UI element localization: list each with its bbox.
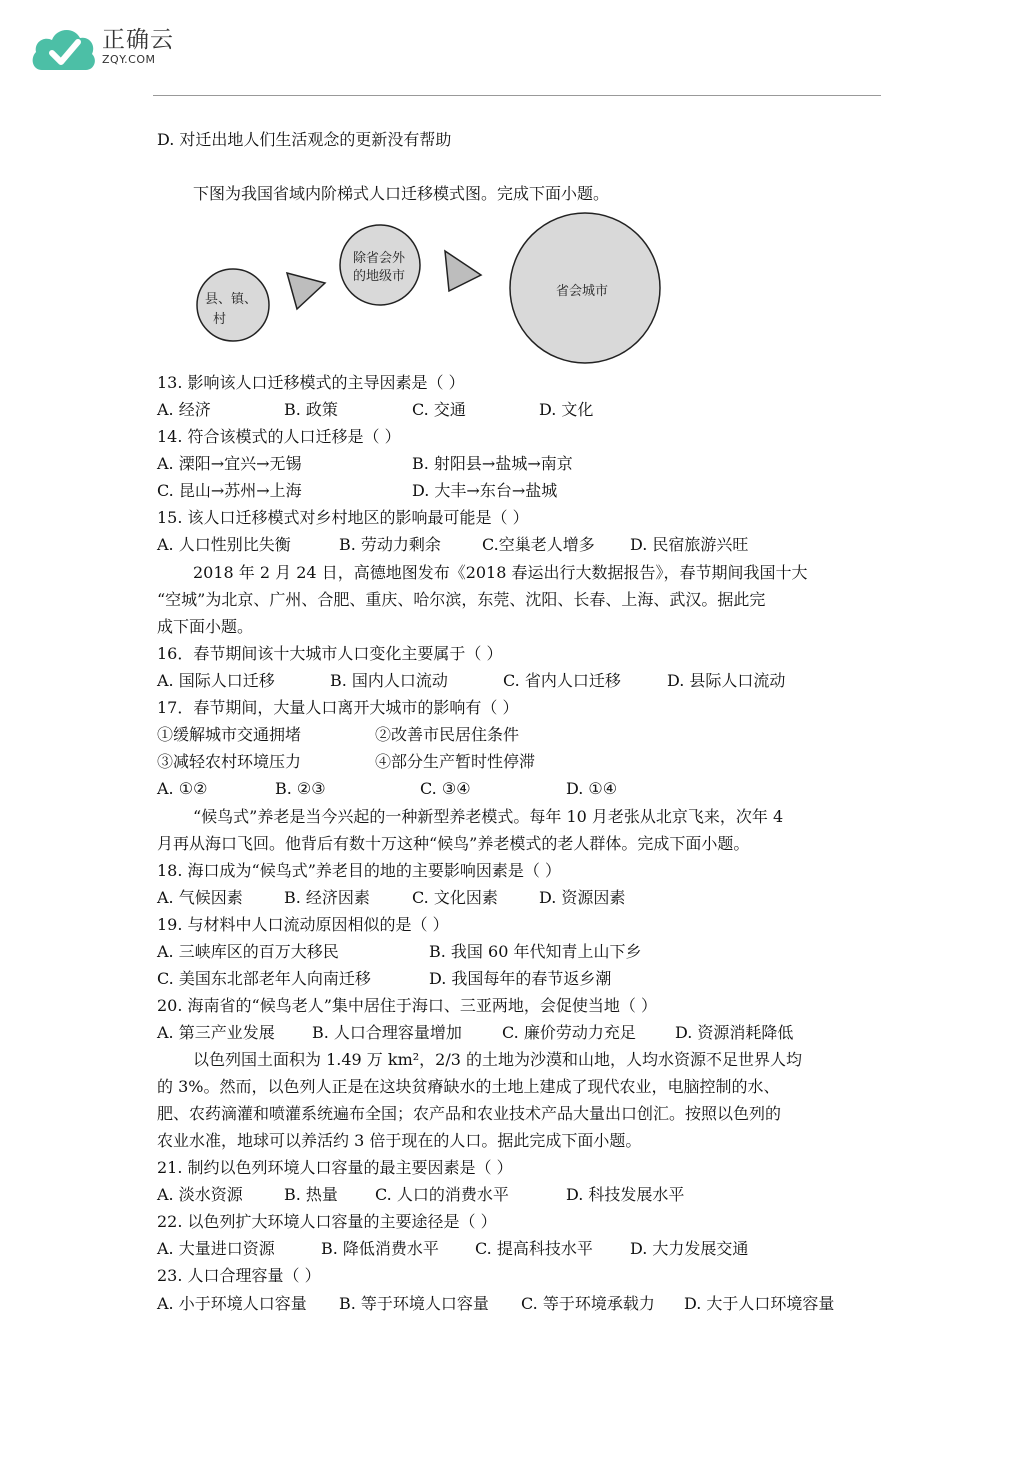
q17-statement-2: ②改善市民居住条件 <box>375 725 520 744</box>
q19-option-a: A. 三峡库区的百万大移民 <box>157 942 339 961</box>
question-22-stem: 22. 以色列扩大环境人口容量的主要途径是（ ） <box>157 1212 497 1231</box>
q15-option-c: C.空巢老人增多 <box>482 535 595 554</box>
q15-option-d: D. 民宿旅游兴旺 <box>630 535 749 554</box>
passage-2-line-2: “空城”为北京、广州、合肥、重庆、哈尔滨，东莞、沈阳、长春、上海、武汉。据此完 <box>157 590 766 609</box>
q13-option-a: A. 经济 <box>157 400 211 419</box>
q16-option-a: A. 国际人口迁移 <box>157 671 275 690</box>
brand-name-en: ZQY.COM <box>102 53 156 66</box>
q21-option-c: C. 人口的消费水平 <box>375 1185 509 1204</box>
q14-option-c: C. 昆山→苏州→上海 <box>157 481 302 500</box>
question-20-stem: 20. 海南省的“候鸟老人”集中居住于海口、三亚两地，会促使当地（ ） <box>157 996 657 1015</box>
question-17-stem: 17．春节期间，大量人口离开大城市的影响有（ ） <box>157 698 519 717</box>
question-15-stem: 15. 该人口迁移模式对乡村地区的影响最可能是（ ） <box>157 508 529 527</box>
q13-option-b: B. 政策 <box>284 400 338 419</box>
question-14-stem: 14. 符合该模式的人口迁移是（ ） <box>157 427 401 446</box>
arrow-triangle-1 <box>287 273 325 309</box>
q17-statement-1: ①缓解城市交通拥堵 <box>157 725 302 744</box>
q21-option-d: D. 科技发展水平 <box>566 1185 685 1204</box>
brand-name <box>102 26 174 66</box>
passage-4-line-3: 肥、农药滴灌和喷灌系统遍布全国；农产品和农业技术产品大量出口创汇。按照以色列的 <box>157 1104 782 1123</box>
q13-option-c: C. 交通 <box>412 400 466 419</box>
migration-diagram <box>195 205 675 370</box>
brand-name-cn: 正确云 <box>102 27 174 53</box>
intro-paragraph-1: 下图为我国省域内阶梯式人口迁移模式图。完成下面小题。 <box>193 184 610 203</box>
q17-statement-4: ④部分生产暂时性停滞 <box>375 752 536 771</box>
q23-option-a: A. 小于环境人口容量 <box>157 1294 307 1313</box>
q14-option-d: D. 大丰→东台→盐城 <box>412 481 558 500</box>
question-19-stem: 19. 与材料中人口流动原因相似的是（ ） <box>157 915 449 934</box>
passage-4-line-1: 以色列国土面积为 1.49 万 km²，2/3 的土地为沙漠和山地，人均水资源不足世界人均 <box>193 1050 803 1069</box>
question-21-stem: 21. 制约以色列环境人口容量的最主要因素是（ ） <box>157 1158 513 1177</box>
question-23-stem: 23. 人口合理容量（ ） <box>157 1266 321 1285</box>
q16-option-d: D. 县际人口流动 <box>667 671 786 690</box>
node1-label-line2: 村 <box>213 312 227 327</box>
q17-option-c: C. ③④ <box>420 779 471 798</box>
q23-option-d: D. 大于人口环境容量 <box>684 1294 835 1313</box>
q18-option-c: C. 文化因素 <box>412 888 498 907</box>
q18-option-b: B. 经济因素 <box>284 888 370 907</box>
q17-option-a: A. ①② <box>157 779 208 798</box>
q22-option-b: B. 降低消费水平 <box>321 1239 439 1258</box>
passage-2-line-1: 2018 年 2 月 24 日，高德地图发布《2018 春运出行大数据报告》，春节期间我国十大 <box>193 563 808 582</box>
q19-option-b: B. 我国 60 年代知青上山下乡 <box>429 942 642 961</box>
q19-option-d: D. 我国每年的春节返乡潮 <box>429 969 612 988</box>
node2-label-line2: 的地级市 <box>353 269 406 284</box>
q15-option-a: A. 人口性别比失衡 <box>157 535 291 554</box>
question-18-stem: 18. 海口成为“候鸟式”养老目的地的主要影响因素是（ ） <box>157 861 561 880</box>
passage-3-line-1: “候鸟式”养老是当今兴起的一种新型养老模式。每年 10 月老张从北京飞来，次年 4 <box>193 807 784 826</box>
question-16-stem: 16．春节期间该十大城市人口变化主要属于（ ） <box>157 644 503 663</box>
q20-option-d: D. 资源消耗降低 <box>675 1023 794 1042</box>
q20-option-c: C. 廉价劳动力充足 <box>502 1023 636 1042</box>
q17-option-d: D. ①④ <box>566 779 618 798</box>
q18-option-a: A. 气候因素 <box>157 888 243 907</box>
q22-option-a: A. 大量进口资源 <box>157 1239 275 1258</box>
q14-option-a: A. 溧阳→宜兴→无锡 <box>157 454 302 473</box>
q16-option-c: C. 省内人口迁移 <box>503 671 621 690</box>
prev-question-option-d: D. 对迁出地人们生活观念的更新没有帮助 <box>157 130 452 149</box>
node1-label-line1: 县、镇、 <box>205 292 258 307</box>
q23-option-c: C. 等于环境承载力 <box>521 1294 655 1313</box>
passage-4-line-4: 农业水准，地球可以养活约 3 倍于现在的人口。据此完成下面小题。 <box>157 1131 642 1150</box>
q14-option-b: B. 射阳县→盐城→南京 <box>412 454 573 473</box>
passage-4-line-2: 的 3%。然而，以色列人正是在这块贫瘠缺水的土地上建成了现代农业，电脑控制的水、 <box>157 1077 780 1096</box>
question-13-stem: 13. 影响该人口迁移模式的主导因素是（ ） <box>157 373 465 392</box>
q17-statement-3: ③减轻农村环境压力 <box>157 752 302 771</box>
q23-option-b: B. 等于环境人口容量 <box>339 1294 489 1313</box>
q20-option-a: A. 第三产业发展 <box>157 1023 275 1042</box>
passage-3-line-2: 月再从海口飞回。他背后有数十万这种“候鸟”养老模式的老人群体。完成下面小题。 <box>157 834 750 853</box>
header-divider <box>153 95 881 96</box>
node2-label-line1: 除省会外 <box>353 251 406 266</box>
q22-option-c: C. 提高科技水平 <box>475 1239 593 1258</box>
q17-option-b: B. ②③ <box>275 779 326 798</box>
q18-option-d: D. 资源因素 <box>539 888 626 907</box>
q13-option-d: D. 文化 <box>539 400 594 419</box>
passage-2-line-3: 成下面小题。 <box>157 617 254 636</box>
q22-option-d: D. 大力发展交通 <box>630 1239 749 1258</box>
q19-option-c: C. 美国东北部老年人向南迁移 <box>157 969 371 988</box>
node3-label: 省会城市 <box>556 284 609 299</box>
q21-option-b: B. 热量 <box>284 1185 338 1204</box>
q15-option-b: B. 劳动力剩余 <box>339 535 441 554</box>
q21-option-a: A. 淡水资源 <box>157 1185 243 1204</box>
q20-option-b: B. 人口合理容量增加 <box>312 1023 462 1042</box>
arrow-triangle-2 <box>445 251 481 291</box>
q16-option-b: B. 国内人口流动 <box>330 671 448 690</box>
